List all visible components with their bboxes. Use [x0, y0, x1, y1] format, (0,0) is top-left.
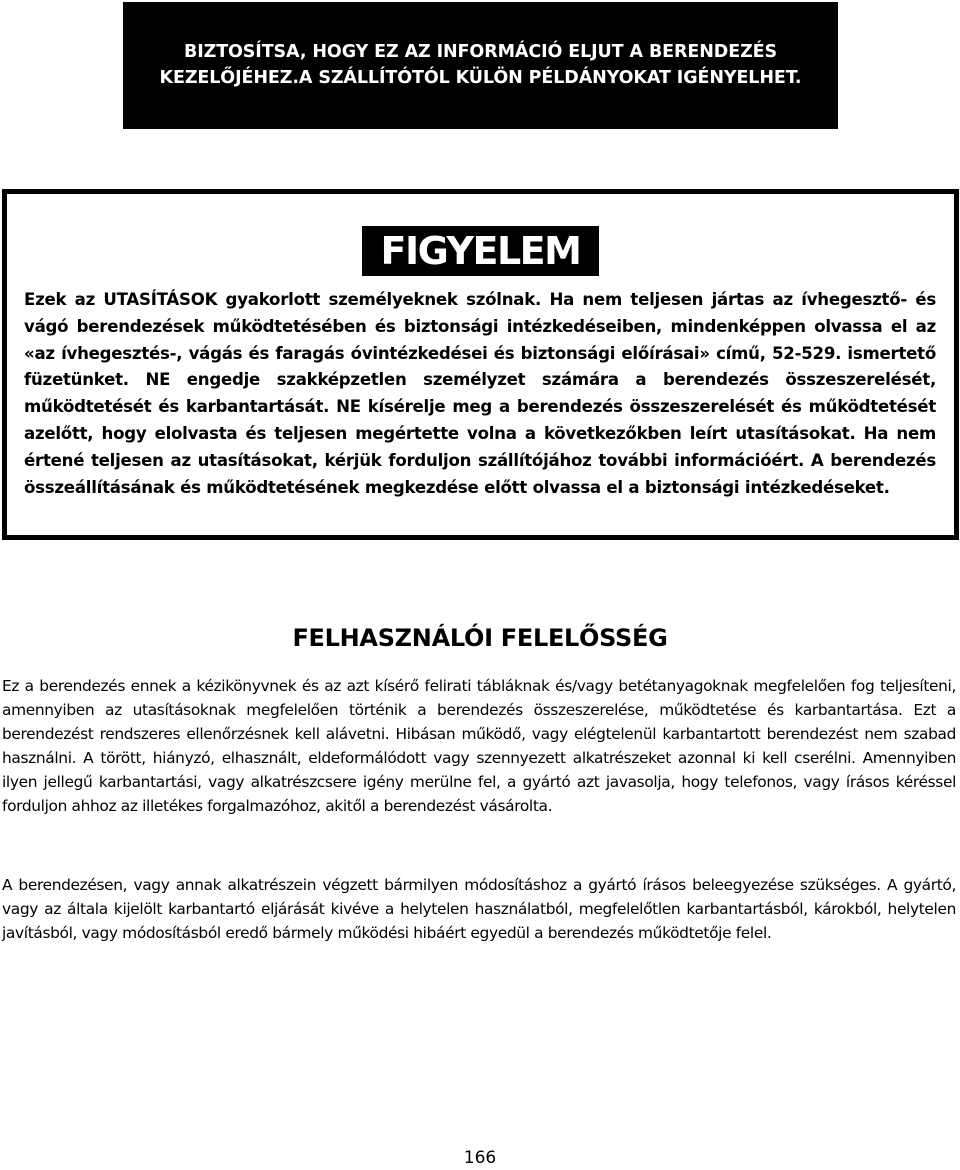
warning-text: Ezek az UTASÍTÁSOK gyakorlott személyeknek szólnak. Ha nem teljesen jártas az ívhegesztő- és vágó berendezések működtetésében és biztonsági intézkedéseiben, mindenképpen olvassa el az «az ívhegesztés-, vágás és faragás óvintézkedései és biztonsági előírásai» című, 52-529. ismertető füzetünket. NE engedje szakképzetlen személyzet számára a berendezés összeszerelését, működtetését és karbantartását. NE kísérelje meg a berendezés összeszerelését és működtetését azelőtt, hogy elolvasta és teljesen megértette volna a következőkben leírt utasításokat. Ha nem értené teljesen az utasításokat, kérjük forduljon szállítójához további információért. A berendezés összeállításának és működtetésének megkezdése előtt olvassa el a biztonsági intézkedéseket. [24, 290, 936, 497]
notice-banner-line-1: BIZTOSÍTSA, HOGY EZ AZ INFORMÁCIÓ ELJUT A BERENDEZÉS [183, 42, 778, 62]
responsibility-paragraph-1: Ez a berendezés ennek a kézikönyvnek és az azt kísérő felirati tábláknak és/vagy betétanyagoknak megfelelően fog teljesíteni, amennyiben az utasításoknak megfelelően történik a berendezés összeszerelése, működtetése és karbantartása. Ezt a berendezést rendszeres ellenőrzésnek kell alávetni. Hibásan működő, vagy elégtelenül karbantartott berendezést nem szabad használni. A törött, hiányzó, elhasznált, eldeformálódott vagy szennyezett alkatrészeket azonnal ki kell cserélni. Amennyiben ilyen jellegű karbantartási, vagy alkatrészcsere igény merülne fel, a gyártó azt javasolja, hogy telefonos, vagy írásos kéréssel forduljon ahhoz az illetékes forgalmazóhoz, akitől a berendezést vásárolta. [2, 677, 956, 816]
responsibility-paragraph-2: A berendezésen, vagy annak alkatrészein végzett bármilyen módosításhoz a gyártó írásos beleegyezése szükséges. A gyártó, vagy az általa kijelölt karbantartó eljárását kivéve a helytelen használatból, megfelelőtlen karbantartásból, károkból, helytelen javításból, vagy módosításból eredő bármely működési hibáért egyedül a berendezés működtetője felel. [2, 876, 956, 943]
notice-banner-line-2: KEZELŐJÉHEZ.A SZÁLLÍTÓTÓL KÜLÖN PÉLDÁNYOKAT IGÉNYELHET. [159, 68, 802, 88]
section-title: FELHASZNÁLÓI FELELŐSSÉG [292, 624, 668, 652]
page-number: 166 [463, 1148, 497, 1168]
notice-banner [123, 2, 838, 129]
warning-title: FIGYELEM [362, 226, 599, 276]
